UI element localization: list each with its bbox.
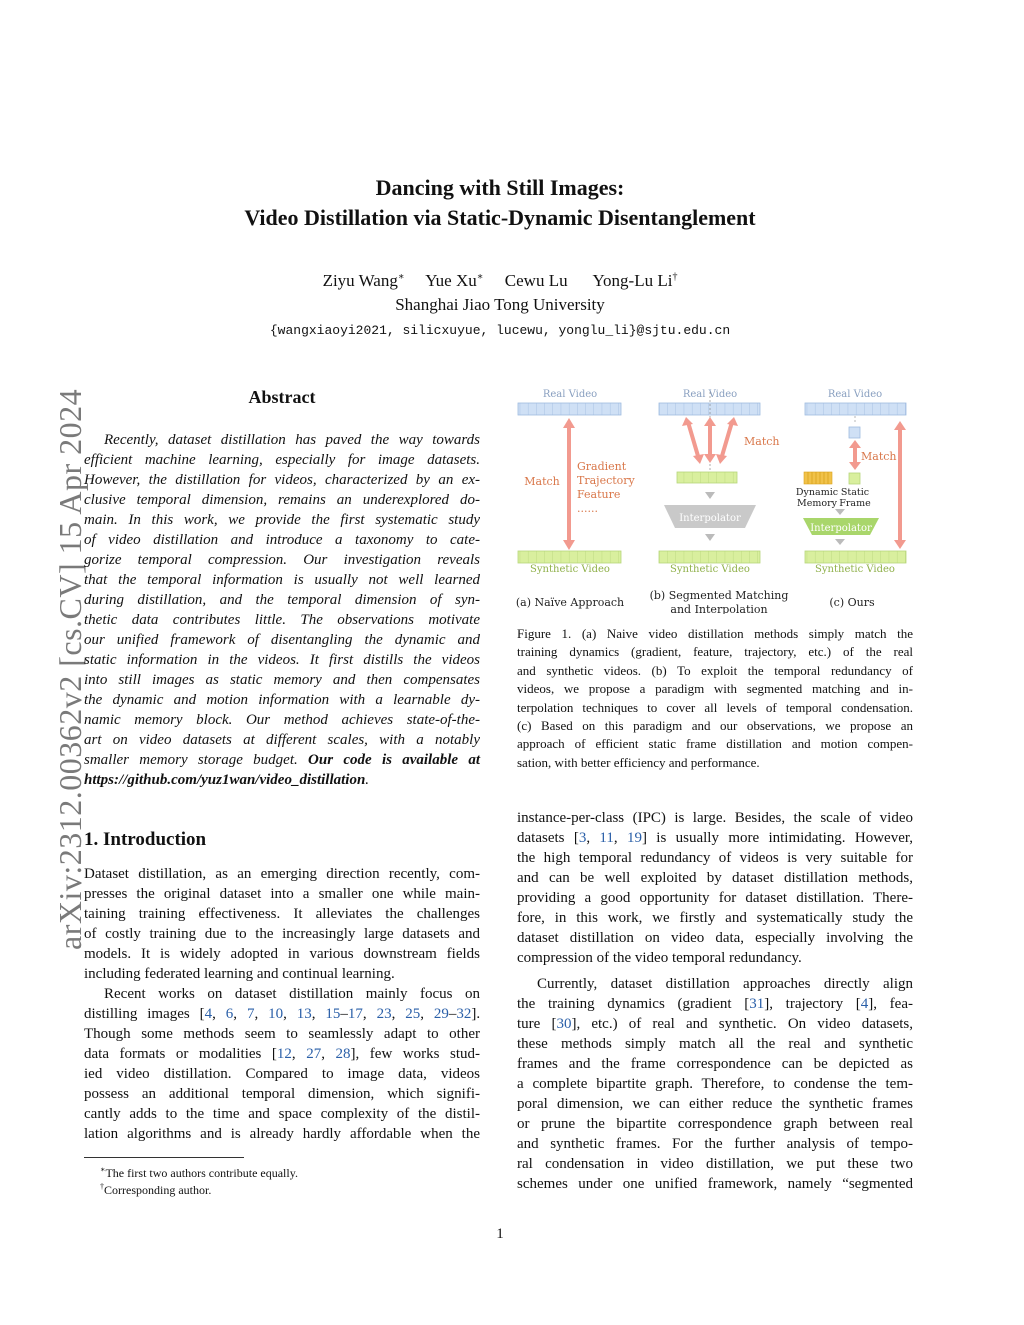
dynamic-label: Dynamic xyxy=(795,487,839,498)
citation-link[interactable]: 31 xyxy=(749,996,765,1012)
panel-b-interpolator-label: Interpolator xyxy=(679,513,741,524)
citation-link[interactable]: 7 xyxy=(246,1006,255,1022)
segment-frames xyxy=(677,472,737,483)
paper-title-line2: Video Distillation via Static-Dynamic Disentanglement xyxy=(244,205,756,230)
citation-link[interactable]: 29 xyxy=(433,1006,449,1022)
abstract-text: smaller memory storage budget. xyxy=(84,752,298,768)
panel-b-synthetic-label: Synthetic Video xyxy=(670,564,750,575)
body-line: the high temporal redundancy of videos is very suitable for xyxy=(517,850,913,866)
static-label: Static xyxy=(840,487,870,498)
arrow-head xyxy=(704,454,716,463)
abstract-line: our unified framework of disentangling the dynamic and xyxy=(84,632,480,648)
citation-link[interactable]: 4 xyxy=(860,996,869,1012)
flow-arrow xyxy=(835,509,845,515)
abstract-line-code xyxy=(84,750,480,770)
text: data formats or modalities [ xyxy=(84,1046,277,1062)
citation-link[interactable]: 23 xyxy=(376,1006,392,1022)
affiliation: Shanghai Jiao Tong University xyxy=(395,295,605,314)
intro-body xyxy=(84,864,480,1144)
abstract-line: gorize temporal compression. Our investigation reveals xyxy=(84,552,480,568)
panel-a-match-label: Match xyxy=(524,475,560,488)
citation-link[interactable]: 17 xyxy=(347,1006,363,1022)
panel-c-interpolator-label: Interpolator xyxy=(810,523,872,534)
body-line: poral dimension, we can either reduce the synthetic frames xyxy=(517,1096,913,1112)
panel-c-real-label: Real Video xyxy=(827,389,883,400)
body-line: a complete bipartite graph. Therefore, to condense the tem- xyxy=(517,1076,913,1092)
footnote-2-text: Corresponding author. xyxy=(104,1183,212,1197)
caption-line: sation, with better efficiency and performance. xyxy=(517,754,760,770)
arrow-head xyxy=(682,417,693,426)
author-list xyxy=(0,271,1000,291)
intro-line: including federated learning and continual learning. xyxy=(84,966,395,982)
author-4-mark: † xyxy=(672,271,678,283)
panel-b-caption-2: and Interpolation xyxy=(670,603,768,614)
real-video-bar xyxy=(518,403,621,415)
text: the training dynamics (gradient [ xyxy=(517,996,750,1012)
body-line: Currently, dataset distillation approaches directly align xyxy=(537,976,913,992)
citation-link[interactable]: 19 xyxy=(626,830,642,846)
arrow-head-up xyxy=(563,418,575,428)
frame-label: Frame xyxy=(839,498,871,509)
abstract-line: into still images as static memory and then compensates xyxy=(84,672,480,688)
synthetic-video-bar xyxy=(659,551,760,563)
text: datasets [ xyxy=(517,830,579,846)
abstract-body xyxy=(84,430,480,790)
body-line-cites: datasets [3, 11, 19] is usually more intimidating. However, xyxy=(517,830,914,846)
ellipsis-label: ...... xyxy=(577,502,598,515)
footnote-2 xyxy=(100,1178,211,1199)
static-frame xyxy=(849,473,860,484)
abstract-line: clusive temporal dimension, remains an underexplored do- xyxy=(84,492,480,508)
arrow-head-down xyxy=(563,540,575,550)
panel-c-match-label: Match xyxy=(861,450,897,463)
intro-line-cites: distilling images [4, 6, 7, 10, 13, 15–17, 23, 25, 29–32]. xyxy=(84,1006,481,1022)
body-line: and can be well exploited by dataset distillation methods, xyxy=(517,870,913,886)
feature-label: Feature xyxy=(577,488,621,501)
body-line: compression of the video temporal redundancy. xyxy=(517,950,802,966)
caption-line: terpolation techniques to cover all levels of temporal condensation. xyxy=(517,699,913,715)
paper-title-line1: Dancing with Still Images: xyxy=(375,175,625,200)
arrow-head xyxy=(727,417,738,426)
body-line: or prune the bipartite correspondence graph between real xyxy=(517,1116,913,1132)
arrow-head xyxy=(849,440,861,448)
panel-c xyxy=(796,389,906,575)
text: distilling images [ xyxy=(84,1006,205,1022)
abstract-line: main. In this work, we provide the first systematic study xyxy=(84,512,480,528)
author-emails: {wangxiaoyi2021, silicxuyue, lucewu, yonglu_li}@sjtu.edu.cn xyxy=(269,323,731,338)
body-line-cites xyxy=(517,1014,913,1034)
arrow-head xyxy=(716,454,727,464)
intro-line: lation algorithms and is already hardly affordable when the xyxy=(84,1126,480,1142)
intro-line: Recent works on dataset distillation mainly focus on xyxy=(104,986,480,1002)
author-1: Ziyu Wang xyxy=(322,271,398,290)
caption-line: (c) Based on this paradigm and our observations, we propose an xyxy=(517,718,913,734)
author-4: Yong-Lu Li xyxy=(592,271,673,290)
footnote-1-text: The first two authors contribute equally. xyxy=(105,1166,298,1180)
author-2-mark: ∗ xyxy=(476,271,484,283)
citation-link[interactable]: 12 xyxy=(276,1046,292,1062)
flow-arrow xyxy=(705,492,715,499)
abstract-line: the dynamic and motion information with a learnable dy- xyxy=(84,692,480,708)
intro-line: models. It is widely adopted in various downstream fields xyxy=(84,946,480,962)
citation-link[interactable]: 13 xyxy=(296,1006,312,1022)
text: ], fea- xyxy=(868,996,913,1012)
body-line: instance-per-class (IPC) is large. Besides, the scale of video xyxy=(517,810,913,826)
intro-line: possess an additional temporal dimension, which signifi- xyxy=(84,1086,480,1102)
abstract-line: during distillation, and the temporal dimension of syn- xyxy=(84,592,480,608)
panel-b-real-label: Real Video xyxy=(682,389,738,400)
footnote-2-mark: † xyxy=(100,1182,104,1191)
arrow-head xyxy=(693,454,704,464)
intro-line: presses the original dataset into a smaller one while main- xyxy=(84,886,480,902)
abstract-line: Recently, dataset distillation has paved the way towards xyxy=(104,432,480,448)
text: ]. xyxy=(471,1006,481,1022)
arxiv-stamp xyxy=(18,350,88,950)
real-video-bar xyxy=(659,403,760,415)
body-line: and synthetic frames. For the further analysis of tempo- xyxy=(517,1136,913,1152)
right-column-body xyxy=(517,808,913,1194)
code-availability: Our code is available at xyxy=(308,752,480,768)
abstract-line: However, the distillation for videos, characterized by an ex- xyxy=(84,472,480,488)
citation-link[interactable]: 11 xyxy=(599,830,614,846)
text: ] is usually more intimidating. However, xyxy=(641,830,914,846)
text: ], etc.) of real and synthetic. On video datasets, xyxy=(571,1016,913,1032)
abstract-line: thetic data contributes little. The observations motivate xyxy=(84,612,480,628)
arrow-head xyxy=(894,421,906,430)
arxiv-id: arXiv:2312.00362v2 [cs.CV] 15 Apr 2024 xyxy=(51,388,88,950)
flow-arrow xyxy=(835,539,845,545)
code-url-link[interactable]: https://github.com/yuz1wan/video_distillation xyxy=(84,772,366,788)
caption-line: videos, we propose a paradigm with segmented matching and in- xyxy=(517,681,913,697)
citation-link[interactable]: 32 xyxy=(456,1006,472,1022)
citation-link[interactable]: 10 xyxy=(268,1006,284,1022)
arrow-head xyxy=(704,417,716,426)
body-line: frames and the frame correspondence can be depicted as xyxy=(517,1056,913,1072)
memory-label: Memory xyxy=(797,498,837,509)
abstract-line: efficient machine learning, especially for image datasets. xyxy=(84,452,480,468)
text: ], trajectory [ xyxy=(764,996,861,1012)
caption-line: approach of efficient static frame distillation and motion compen- xyxy=(517,736,913,752)
flow-arrow xyxy=(705,534,715,541)
trajectory-label: Trajectory xyxy=(577,474,635,487)
abstract-heading: Abstract xyxy=(248,387,316,407)
panel-a xyxy=(518,389,636,575)
caption-line: training dynamics (gradient, feature, trajectory, etc.) of the real xyxy=(517,644,913,660)
panel-c-synthetic-label: Synthetic Video xyxy=(815,564,895,575)
figure-1-caption xyxy=(517,625,913,772)
author-3: Cewu Lu xyxy=(504,271,568,290)
abstract-line: that the temporal information is usually not well learned xyxy=(84,572,480,588)
footnote-rule xyxy=(84,1157,244,1158)
body-line: these methods simply match all the real and synthetic xyxy=(517,1036,913,1052)
page-number: 1 xyxy=(496,1226,504,1242)
intro-line: cantly adds to the time and space complexity of the distil- xyxy=(84,1106,480,1122)
match-arrow xyxy=(688,422,698,456)
panel-c-caption: (c) Ours xyxy=(829,596,875,609)
citation-link[interactable]: 4 xyxy=(204,1006,213,1022)
abstract-line: namic memory block. Our method achieves state-of-the- xyxy=(84,712,480,728)
figure-1 xyxy=(512,384,916,614)
sampled-frame xyxy=(849,427,860,438)
panel-a-synthetic-label: Synthetic Video xyxy=(530,564,610,575)
citation-link[interactable]: 30 xyxy=(556,1016,572,1032)
body-line: dataset distillation on video data, especially involving the xyxy=(517,930,913,946)
text: ture [ xyxy=(517,1016,557,1032)
intro-heading: 1. Introduction xyxy=(84,829,207,850)
citation-link[interactable]: 28 xyxy=(335,1046,351,1062)
author-2: Yue Xu xyxy=(425,271,477,290)
panel-b xyxy=(659,389,780,575)
body-line: ral condensation in video distillation, we put these two xyxy=(517,1156,913,1172)
intro-line-cites: data formats or modalities [12, 27, 28], few works stud- xyxy=(84,1046,481,1062)
synthetic-video-bar xyxy=(805,551,906,563)
intro-line: Though some methods seem to seamlessly adapt to other xyxy=(84,1026,480,1042)
text: ], few works stud- xyxy=(350,1046,481,1062)
abstract-line: art on video datasets at different scales, with a notably xyxy=(84,732,480,748)
body-line: schemes under one unified framework, namely “segmented xyxy=(517,1176,913,1192)
period: . xyxy=(365,772,370,788)
panel-a-caption: (a) Naïve Approach xyxy=(515,596,625,609)
citation-link[interactable]: 15 xyxy=(325,1006,341,1022)
citation-link[interactable]: 27 xyxy=(306,1046,322,1062)
abstract-line: static information in the videos. It first distills the videos xyxy=(84,652,480,668)
citation-link[interactable]: 25 xyxy=(405,1006,421,1022)
citation-link[interactable]: 3 xyxy=(578,830,587,846)
panel-a-real-label: Real Video xyxy=(542,389,598,400)
abstract-line: of video distillation and introduce a taxonomy to cate- xyxy=(84,532,480,548)
body-line: fore, in this work, we firstly and systematically study the xyxy=(517,910,913,926)
arrow-head xyxy=(894,540,906,549)
caption-line: Figure 1. (a) Naive video distillation methods simply match the xyxy=(517,626,913,641)
body-line-cites xyxy=(517,994,913,1014)
match-arrow xyxy=(722,422,732,456)
intro-line: ied video distillation. Compared to image data, videos xyxy=(84,1066,480,1082)
footnote-1-mark: ∗ xyxy=(100,1165,106,1174)
intro-line: Dataset distillation, as an emerging direction recently, com- xyxy=(84,866,480,882)
abstract-line-url xyxy=(84,770,480,790)
intro-line: of costly training due to the increasingly large datasets and xyxy=(84,926,480,942)
author-1-mark: ∗ xyxy=(397,271,405,283)
intro-line: taining training effectiveness. It alleviates the challenges xyxy=(84,906,480,922)
real-video-bar xyxy=(805,403,906,415)
panel-b-caption-1: (b) Segmented Matching xyxy=(649,589,789,602)
gradient-label: Gradient xyxy=(577,460,627,473)
caption-line: and synthetic videos. (b) To exploit the temporal redundancy of xyxy=(517,662,913,678)
panel-b-match-label: Match xyxy=(744,435,780,448)
synthetic-video-bar xyxy=(518,551,621,563)
arrow-head xyxy=(849,462,861,470)
body-line: providing a good opportunity for dataset distillation. There- xyxy=(517,890,913,906)
citation-link[interactable]: 6 xyxy=(225,1006,234,1022)
